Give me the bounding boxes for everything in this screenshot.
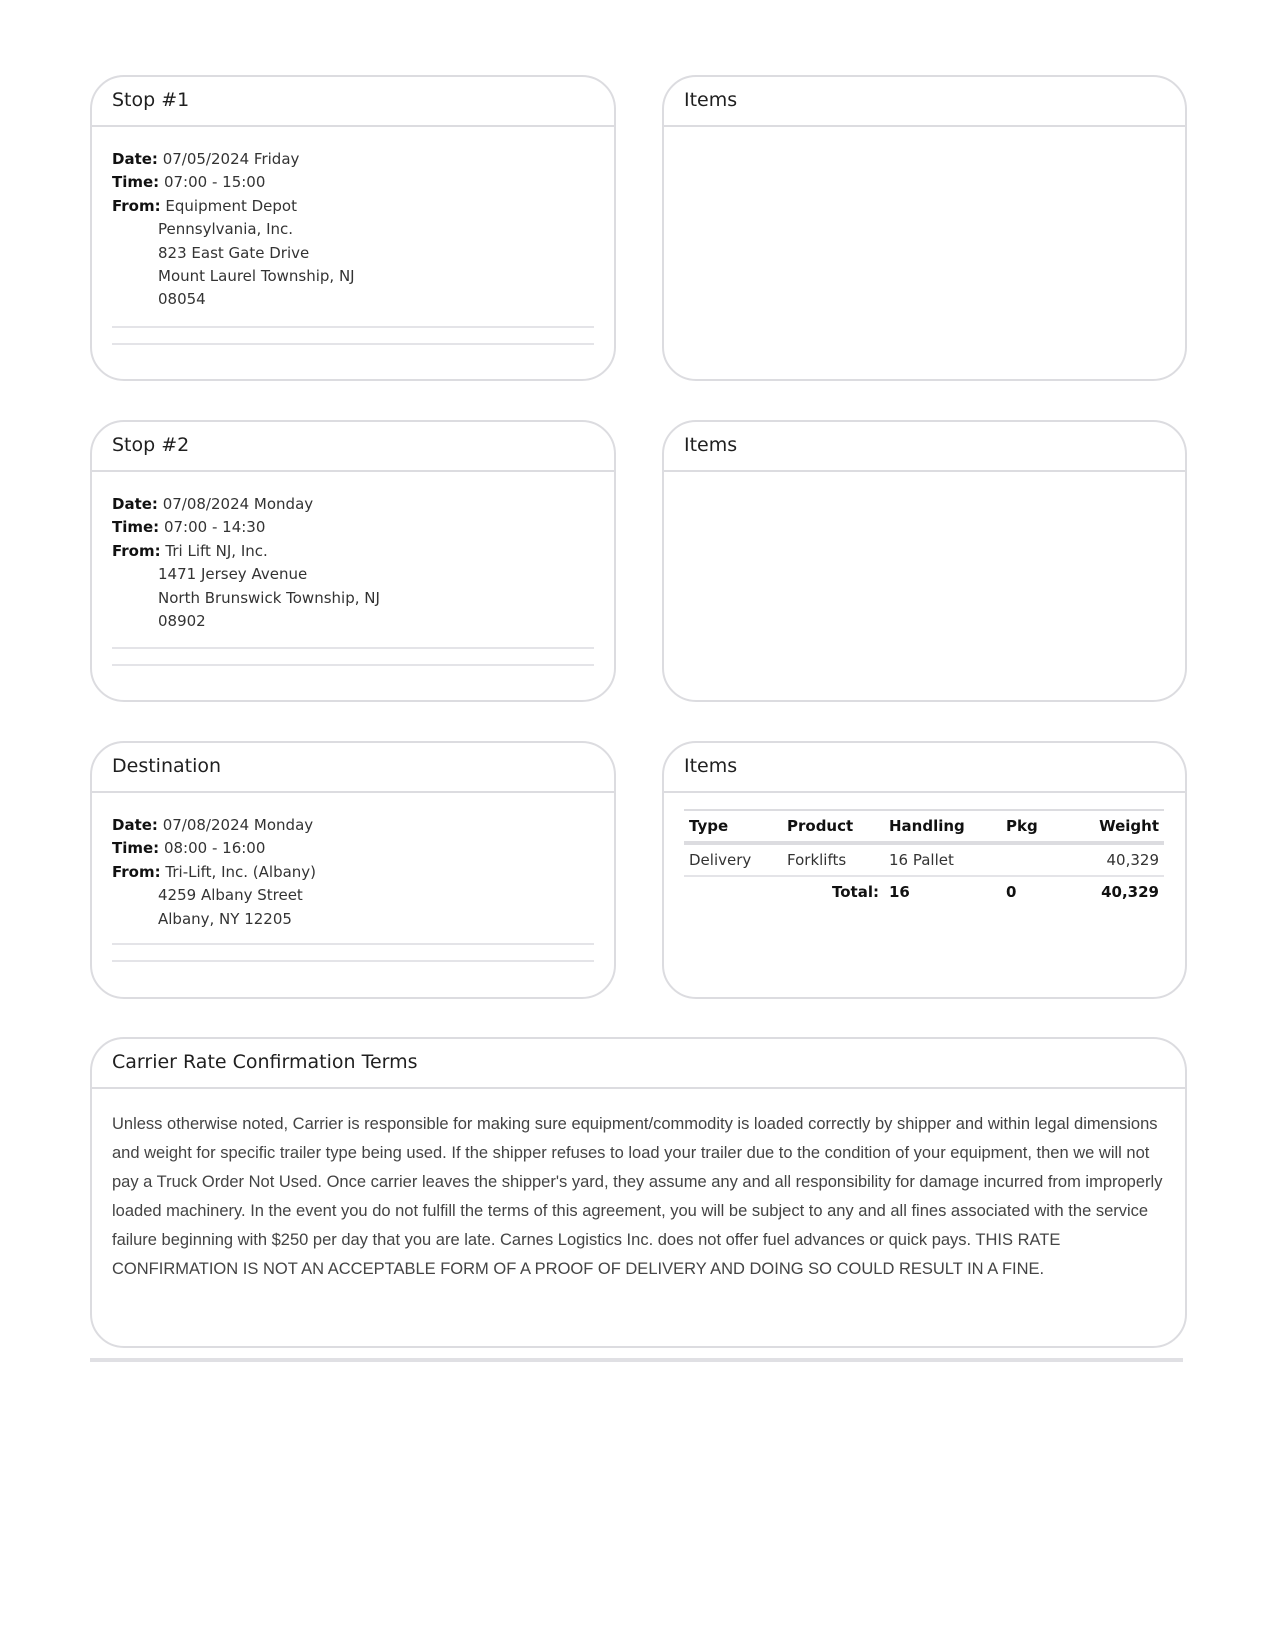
terms-card [90,1037,1187,1348]
date-label: Date: [112,150,158,168]
divider [112,664,594,666]
divider [664,125,1185,127]
destination-date: 07/08/2024 Monday [162,816,314,834]
col-handling: Handling [884,810,1001,843]
stop-1-from-line: Mount Laurel Township, NJ [158,267,355,286]
terms-text: Unless otherwise noted, Carrier is responsible for making sure equipment/commodity is loaded correctly by shipper and within legal dimensions and weight for specific trailer type being used. If the shipper refuses to load your trailer due to the condition of your equipment, then we will not pay a Truck Order Not Used. Once carrier leaves the shipper's yard, they assume any and all responsibility for damage incurred from improperly loaded machinery. In the event you do not fulfill the terms of this agreement, you will be subject to any and all fines associated with the service failure beginning with $250 per day that you are late. Carnes Logistics Inc. does not offer fuel advances or quick pays. THIS RATE CONFIRMATION IS NOT AN ACCEPTABLE FORM OF A PROOF OF DELIVERY AND DOING SO COULD RESULT IN A FINE. [112,1115,1163,1278]
total-handling: 16 [889,883,910,901]
items-title: Items [684,89,738,111]
stop-2-from-line: 1471 Jersey Avenue [158,565,308,584]
time-label: Time: [112,173,160,192]
items-table [684,809,1164,907]
stop-2-date: 07/08/2024 Monday [162,495,314,513]
items-title: Items [684,755,738,777]
col-type: Type [684,810,782,843]
total-pkg: 0 [1006,883,1017,901]
cell-weight: 40,329 [1071,843,1164,876]
destination-time: 08:00 - 16:00 [163,839,266,858]
destination-title: Destination [112,755,222,777]
total-row [684,876,1164,907]
stop-2-title: Stop #2 [112,434,190,456]
stop-1-items-card [662,75,1187,381]
stop-1-card [90,75,616,381]
divider [112,343,594,345]
destination-details [112,814,316,931]
terms-title: Carrier Rate Confirmation Terms [112,1051,418,1073]
from-label: From: [112,862,161,881]
destination-card [90,741,616,999]
time-label: Time: [112,518,160,537]
divider [112,960,594,962]
from-label: From: [112,196,161,215]
stop-2-details [112,493,380,633]
divider [664,470,1185,472]
from-label: From: [112,541,161,560]
destination-items-card [662,741,1187,999]
stop-1-from-line: 08054 [158,290,206,309]
stop-2-time: 07:00 - 14:30 [163,518,266,537]
cell-type: Delivery [684,843,782,876]
divider [92,1087,1185,1089]
divider [112,943,594,945]
items-table-header [684,810,1164,843]
stop-1-from-line: Pennsylvania, Inc. [158,220,294,239]
destination-from-line: 4259 Albany Street [158,886,303,905]
destination-from-line: Tri-Lift, Inc. (Albany) [165,862,317,881]
col-pkg: Pkg [1001,810,1071,843]
stop-2-items-card [662,420,1187,702]
stop-2-from-line: Tri Lift NJ, Inc. [165,541,268,560]
destination-from-line: Albany, NY 12205 [158,909,292,928]
total-weight: 40,329 [1101,883,1159,901]
stop-1-details [112,148,355,312]
total-label: Total: [832,883,879,901]
stop-1-date: 07/05/2024 Friday [162,150,300,168]
page-bottom-rule [90,1358,1183,1362]
col-weight: Weight [1071,810,1164,843]
table-row [684,843,1164,876]
stop-2-card [90,420,616,702]
time-label: Time: [112,839,160,858]
cell-handling: 16 Pallet [884,843,1001,876]
divider [92,125,614,127]
col-product: Product [782,810,884,843]
stop-1-from-line: Equipment Depot [165,196,297,215]
divider [92,791,614,793]
stop-1-time: 07:00 - 15:00 [163,173,266,192]
divider [112,326,594,328]
stop-1-title: Stop #1 [112,89,190,111]
cell-pkg [1001,843,1071,876]
cell-product: Forklifts [782,843,884,876]
items-title: Items [684,434,738,456]
stop-2-from-line: 08902 [158,612,206,631]
date-label: Date: [112,495,158,513]
divider [92,470,614,472]
divider [112,647,594,649]
divider [664,791,1185,793]
date-label: Date: [112,816,158,834]
stop-2-from-line: North Brunswick Township, NJ [158,588,380,607]
stop-1-from-line: 823 East Gate Drive [158,243,310,262]
